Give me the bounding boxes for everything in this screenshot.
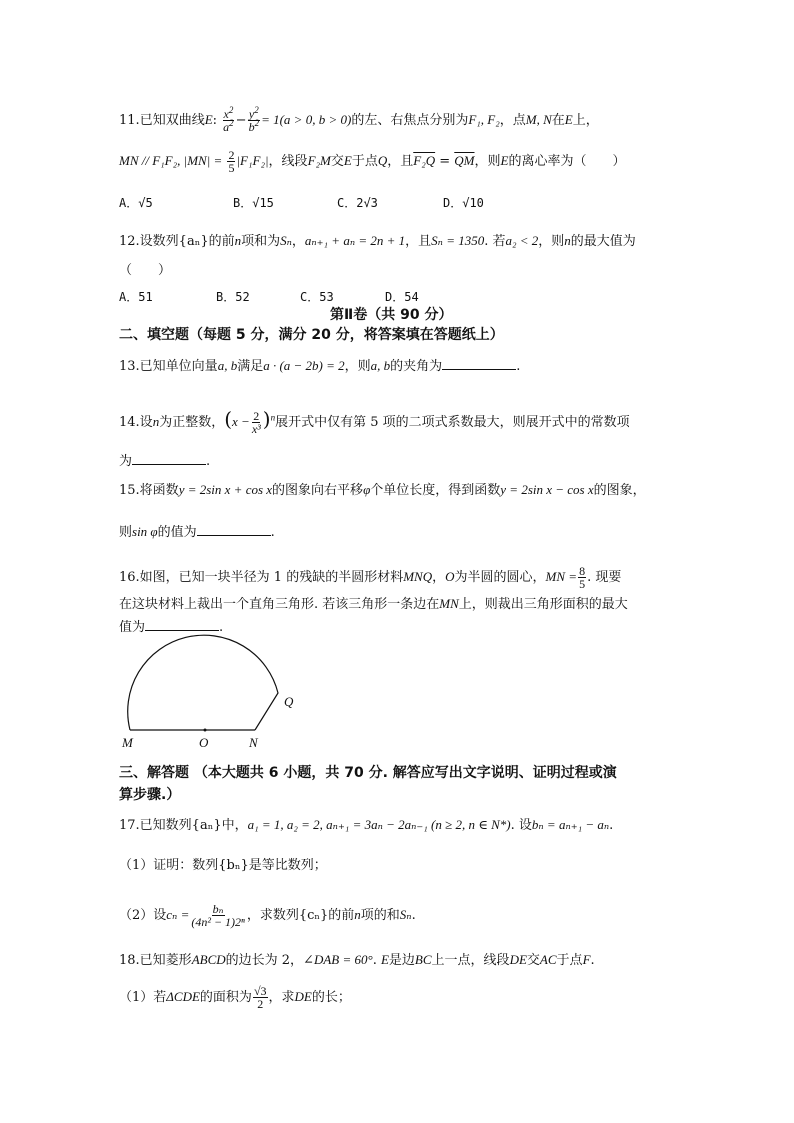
sin-phi: sin φ bbox=[132, 524, 158, 539]
vectors-ab: a, b bbox=[217, 358, 238, 373]
q18-line1 bbox=[119, 951, 595, 970]
q11-frac-y: $\frac{y^2}{b^2}$ bbox=[248, 105, 260, 134]
eq-a: a bbox=[223, 120, 230, 134]
q18-text: . bbox=[372, 953, 381, 968]
q11-text: ，且 bbox=[387, 154, 414, 169]
q16-line2 bbox=[119, 595, 628, 614]
q18-text: 的面积为 bbox=[199, 990, 252, 1005]
center-point bbox=[204, 729, 207, 732]
paren-close: ) bbox=[262, 407, 271, 431]
q16-end: . bbox=[219, 620, 224, 635]
vector-f2q: F₂Q bbox=[413, 153, 436, 168]
q14-text: 14.设 bbox=[119, 415, 153, 430]
n: n bbox=[354, 907, 361, 922]
answer-blank[interactable] bbox=[132, 452, 206, 465]
q18-text: ，求 bbox=[268, 990, 295, 1005]
sn: Sₙ bbox=[280, 233, 292, 248]
q11-text: 的左、右焦点分别为 bbox=[351, 113, 469, 128]
q15-line2 bbox=[119, 523, 275, 542]
mn-label: M bbox=[439, 596, 451, 611]
q17-end: . bbox=[609, 818, 614, 833]
condition: a₂ < 2 bbox=[505, 233, 539, 248]
answer-blank[interactable] bbox=[197, 523, 271, 536]
paren-open: ( bbox=[224, 407, 233, 431]
curve-name: E bbox=[343, 153, 352, 168]
q17-frac bbox=[190, 903, 245, 928]
q18-text: 上一点，线段 bbox=[431, 953, 510, 968]
q16-text: 值为 bbox=[119, 620, 146, 635]
n: n bbox=[564, 233, 571, 248]
q11-text: 交 bbox=[330, 154, 344, 169]
mn-parallel: MN // F₁F₂, |MN| = bbox=[119, 153, 223, 168]
points: M, N bbox=[525, 112, 552, 127]
frac-den: 5 bbox=[579, 577, 586, 591]
q11-text: ，线段 bbox=[268, 154, 308, 169]
q16-text: . 现要 bbox=[587, 570, 622, 585]
q14-end: . bbox=[206, 454, 211, 469]
de: DE bbox=[509, 952, 527, 967]
q16-text: 在这块材料上裁出一个直角三角形. 若该三角形一条边在 bbox=[119, 597, 440, 612]
q11-text: 于点 bbox=[351, 154, 378, 169]
q11-text: ，则 bbox=[474, 154, 501, 169]
q17-part2 bbox=[119, 903, 416, 928]
q16-frac bbox=[578, 565, 586, 590]
q13-text: 满足 bbox=[237, 359, 264, 374]
ac: AC bbox=[539, 952, 557, 967]
label-q: Q bbox=[284, 694, 294, 709]
curve-name: E bbox=[564, 112, 573, 127]
q11-frac-x: $\frac{x^2}{a^2}$ bbox=[223, 105, 234, 134]
q11-text: 的离心率为（ ） bbox=[508, 154, 626, 169]
q13-text: 13.已知单位向量 bbox=[119, 359, 218, 374]
q18-text: 是边 bbox=[388, 953, 415, 968]
frac-den: (4n² − 1)2ⁿ bbox=[191, 915, 245, 929]
exponent: n bbox=[270, 412, 276, 423]
q12-text: 项和为 bbox=[241, 234, 281, 249]
abcd: ABCD bbox=[191, 952, 226, 967]
mn: MN = bbox=[545, 569, 578, 584]
q17-text: . 设 bbox=[510, 818, 532, 833]
q12-text: 12.设数列{aₙ}的前 bbox=[119, 234, 235, 249]
frac-num: 2 bbox=[253, 409, 260, 423]
point-q: Q bbox=[377, 153, 388, 168]
part2-title: 第Ⅱ卷（共 90 分） bbox=[330, 307, 453, 323]
frac-num: bₙ bbox=[212, 902, 224, 916]
q18-text: 交 bbox=[526, 953, 540, 968]
e: E bbox=[380, 952, 389, 967]
ff: |F₁F₂| bbox=[236, 153, 269, 168]
q18-text: （1）若 bbox=[119, 990, 167, 1005]
foci: F₁, F₂ bbox=[468, 112, 500, 127]
answer-blank[interactable] bbox=[145, 618, 219, 631]
q15-text: 的图象向右平移 bbox=[272, 483, 364, 498]
q14-frac bbox=[251, 410, 262, 435]
phi: φ bbox=[363, 482, 371, 497]
q15-text: 个单位长度，得到函数 bbox=[370, 483, 501, 498]
q13-text: 的夹角为 bbox=[390, 359, 443, 374]
q18-text: 的长； bbox=[311, 990, 351, 1005]
q14-line2 bbox=[119, 452, 210, 471]
frac-den: 5 bbox=[228, 161, 235, 175]
eq-x: x bbox=[223, 107, 229, 121]
q13-text: ，则 bbox=[344, 359, 371, 374]
q14-text: 为 bbox=[119, 454, 133, 469]
frac-num: 2 bbox=[228, 148, 235, 162]
angle: ∠DAB = 60° bbox=[303, 952, 373, 967]
label-m: M bbox=[122, 735, 133, 750]
section3-heading-2: 算步骤.） bbox=[119, 787, 181, 803]
section2-heading: 二、填空题（每题 5 分，满分 20 分，将答案填在答题纸上） bbox=[119, 327, 504, 343]
label-n: N bbox=[249, 735, 258, 750]
q17-line1 bbox=[119, 816, 613, 835]
n: n bbox=[152, 414, 160, 429]
q11-option-c: C．2√3 bbox=[337, 196, 378, 210]
q13-end: . bbox=[516, 359, 521, 374]
bc: BC bbox=[414, 952, 432, 967]
eq: = bbox=[435, 154, 455, 169]
q16-text: ， bbox=[432, 570, 446, 585]
section3-heading-1: 三、解答题 （本大题共 6 小题，共 70 分. 解答应写出文字说明、证明过程或演 bbox=[119, 765, 617, 781]
q12-text: 的最大值为 bbox=[570, 234, 636, 249]
eq-y: y bbox=[248, 107, 255, 121]
q17-part1: （1）证明：数列{bₙ}是等比数列； bbox=[119, 858, 327, 873]
q17-text: 项的和 bbox=[360, 908, 400, 923]
q18-text: 于点 bbox=[556, 953, 583, 968]
q18-part1 bbox=[119, 985, 351, 1010]
de: DE bbox=[294, 989, 312, 1004]
q12-option-c: C．53 bbox=[300, 290, 334, 304]
sn-value: Sₙ = 1350 bbox=[431, 233, 485, 248]
mnq: MNQ bbox=[403, 569, 433, 584]
semicircle-arc bbox=[128, 635, 278, 730]
q16-line3 bbox=[119, 618, 223, 637]
seg: F₂M bbox=[307, 153, 331, 168]
q12-text: ，且 bbox=[405, 234, 432, 249]
q15-text: 15.将函数 bbox=[119, 483, 179, 498]
q11-line1: 11.已知双曲线E: $\frac{x^2}{a^2}$ − $\frac{y^2}{b^2}$ = 1(a > 0, b > 0)的左、右焦点分别为F₁, F₂，点M, N在E上， bbox=[119, 105, 599, 134]
q12-option-a: A．51 bbox=[119, 290, 153, 304]
q11-line2 bbox=[119, 149, 625, 174]
frac-num: √3 bbox=[253, 984, 267, 998]
curve-name: E bbox=[204, 112, 213, 127]
q12-text: ， bbox=[291, 234, 305, 249]
q15-end: . bbox=[270, 525, 275, 540]
frac-den: 2 bbox=[257, 997, 264, 1011]
q11-frac bbox=[227, 149, 235, 174]
q18-text: 的边长为 2， bbox=[225, 953, 304, 968]
expr-x: x − bbox=[232, 414, 250, 429]
q12-paren: （ ） bbox=[119, 263, 172, 278]
q11-number: 11. bbox=[119, 113, 140, 128]
q12-text: . 若 bbox=[484, 234, 506, 249]
q15-line1 bbox=[119, 481, 646, 500]
q17-text: （2）设 bbox=[119, 908, 167, 923]
function-1: y = 2sin x + cos x bbox=[178, 482, 273, 497]
mn-label: N bbox=[450, 596, 459, 611]
q11-option-d: D．√10 bbox=[443, 196, 484, 210]
q14-line1 bbox=[119, 407, 630, 436]
q18-text: 18.已知菱形 bbox=[119, 953, 192, 968]
q17-text: 17.已知数列{aₙ}中， bbox=[119, 818, 248, 833]
f: F bbox=[582, 952, 591, 967]
q11-text: 上， bbox=[572, 113, 599, 128]
triangle: ΔCDE bbox=[166, 989, 200, 1004]
q11-option-b: B．√15 bbox=[233, 196, 274, 210]
q12-line1 bbox=[119, 232, 636, 251]
q16-line1 bbox=[119, 565, 621, 590]
vector-qm: $\overline{QM}$ bbox=[454, 153, 475, 168]
q18-frac bbox=[253, 985, 268, 1010]
bn: bₙ = aₙ₊₁ − aₙ bbox=[531, 817, 610, 832]
q14-text: 为正整数， bbox=[159, 415, 225, 430]
condition: a₁ = 1, a₂ = 2, aₙ₊₁ = 3aₙ − 2aₙ₋₁ (n ≥ 2, n ∈ N*) bbox=[247, 817, 511, 832]
q12-option-d: D．54 bbox=[385, 290, 419, 304]
q15-text: 的图象， bbox=[593, 483, 646, 498]
q11-text: 已知双曲线 bbox=[139, 113, 205, 128]
q16-text: 上，则裁出三角形面积的最大 bbox=[458, 597, 628, 612]
frac-num: 8 bbox=[579, 564, 586, 578]
q15-text: 的值为 bbox=[157, 525, 197, 540]
q13-line bbox=[119, 357, 520, 376]
answer-blank[interactable] bbox=[442, 357, 516, 370]
q17-text: ，求数列{cₙ}的前 bbox=[246, 908, 355, 923]
sn: Sₙ bbox=[399, 907, 412, 922]
q16-text: 为半圆的圆心， bbox=[454, 570, 546, 585]
q16-text: 16.如图，已知一块半径为 1 的残缺的半圆形材料 bbox=[119, 570, 404, 585]
curve-name: E bbox=[500, 153, 509, 168]
cn: cₙ = bbox=[166, 907, 190, 922]
eq-cond: = 1(a > 0, b > 0) bbox=[261, 112, 352, 127]
recurrence: aₙ₊₁ + aₙ = 2n + 1 bbox=[304, 233, 406, 248]
n: n bbox=[234, 233, 242, 248]
q15-text: 则 bbox=[119, 525, 133, 540]
frac-den: x³ bbox=[251, 422, 261, 436]
vectors-ab: a, b bbox=[370, 358, 391, 373]
function-2: y = 2sin x − cos x bbox=[500, 482, 594, 497]
q12-text: ，则 bbox=[538, 234, 565, 249]
eq-b: b bbox=[248, 120, 255, 134]
q11-option-a: A．√5 bbox=[119, 196, 153, 210]
label-o: O bbox=[199, 735, 209, 750]
q11-text: ，点 bbox=[499, 113, 526, 128]
q17-end: . bbox=[411, 908, 416, 923]
o: O bbox=[445, 569, 455, 584]
q12-option-b: B．52 bbox=[216, 290, 250, 304]
q11-text: 在 bbox=[551, 113, 565, 128]
expr: a · (a − 2b) = 2 bbox=[263, 358, 345, 373]
q18-end: . bbox=[590, 953, 595, 968]
q14-text: 展开式中仅有第 5 项的二项式系数最大，则展开式中的常数项 bbox=[275, 415, 630, 430]
